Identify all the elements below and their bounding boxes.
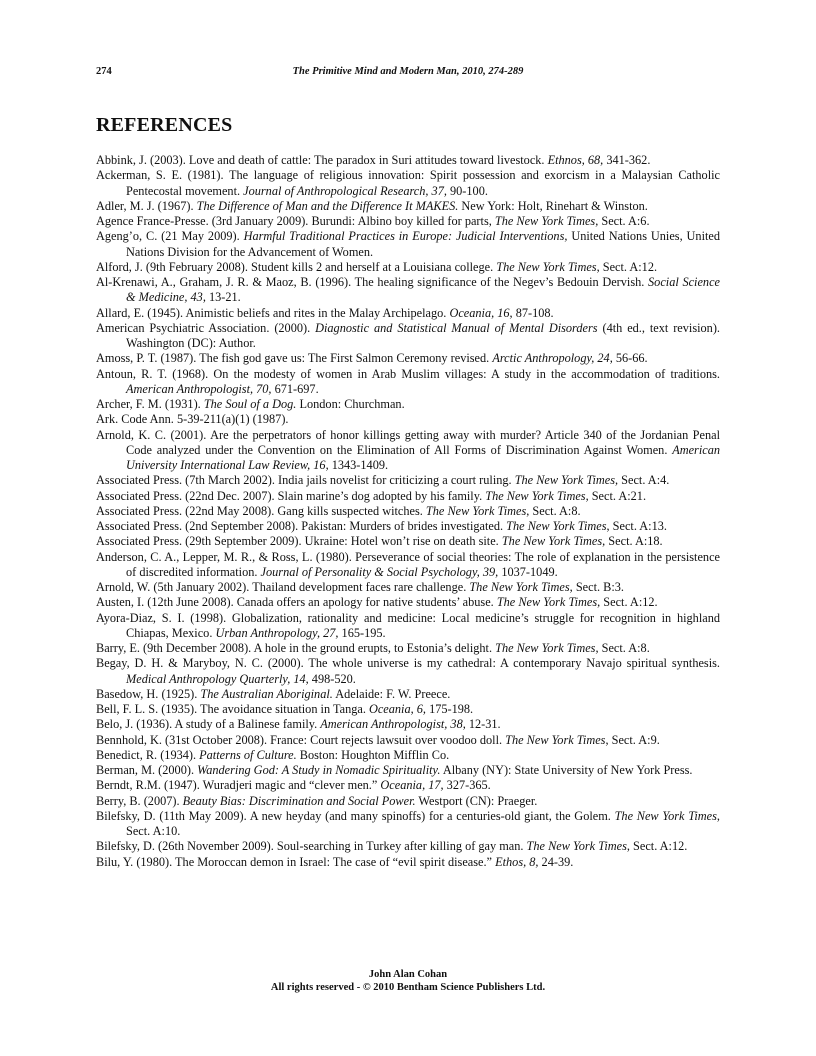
reference-source-title: Harmful Traditional Practices in Europe: Judicial Interventions, — [243, 229, 568, 244]
reference-text: American Psychiatric Association. (2000). — [96, 320, 316, 335]
reference-entry — [96, 321, 720, 352]
reference-source-title: The New York Times, — [469, 580, 573, 594]
reference-source-title: The New York Times — [425, 503, 527, 518]
reference-entry — [96, 550, 720, 581]
reference-text: Albany (NY): State University of New York Press. — [440, 763, 693, 777]
reference-entry — [96, 763, 720, 778]
reference-text: Basedow, H. (1925). — [96, 686, 201, 701]
reference-text: Sect. A:21. — [588, 488, 647, 503]
reference-text: Amoss, P. T. (1987). The fish god gave us: The First Salmon Ceremony revised. — [96, 351, 493, 366]
reference-text: Antoun, R. T. (1968). On the modesty of women in Arab Muslim villages: A study in the accommodation of traditions. — [96, 366, 720, 381]
reference-entry — [96, 580, 720, 595]
reference-text: Bilefsky, D. (26th November 2009). Soul-searching in Turkey after killing of gay man. — [96, 839, 527, 854]
reference-source-title: Oceania, 6, — [368, 702, 426, 716]
reference-source-title: Patterns of Culture. — [199, 747, 297, 762]
reference-text: London: Churchman. — [296, 397, 405, 411]
reference-entry — [96, 855, 720, 870]
reference-text: 87-108. — [512, 305, 554, 320]
reference-text: Sect. A:4. — [618, 473, 670, 488]
reference-text: 498-520. — [308, 671, 356, 686]
reference-source-title: The New York Times, — [501, 534, 606, 549]
reference-text: Belo, J. (1936). A study of a Balinese family. — [96, 717, 321, 732]
reference-text: United Nations Unies, United Nations Division for the Advancement of Women. — [126, 229, 721, 259]
reference-entry — [96, 717, 720, 732]
reference-text: Berman, M. (2000). — [96, 763, 198, 777]
reference-entry — [96, 214, 720, 229]
reference-text: Associated Press. (22nd May 2008). Gang kills suspected witches. — [96, 503, 426, 518]
reference-source-title: The Australian Aboriginal. — [200, 686, 333, 701]
reference-text: Al-Krenawi, A., Graham, J. R. & Maoz, B. (1996). The healing significance of the Negev’s Bedouin Dervish. — [96, 275, 649, 289]
reference-entry — [96, 839, 720, 854]
reference-entry — [96, 794, 720, 809]
footer-author: John Alan Cohan — [368, 969, 448, 980]
reference-text: Abbink, J. (2003). Love and death of cattle: The paradox in Suri attitudes toward livestock. — [96, 153, 548, 167]
reference-text: Arnold, K. C. (2001). Are the perpetrators of honor killings getting away with murder? Article 340 of the Jordanian Penal Code analyzed under the Convention on the Elimination of All Forms of Discrimination Against Women. — [96, 427, 720, 457]
reference-text: Associated Press. (7th March 2002). India jails novelist for criticizing a court ruling. — [96, 473, 515, 488]
reference-text: , Sect. A:12. — [596, 259, 658, 274]
reference-text: Westport (CN): Praeger. — [415, 793, 538, 808]
reference-entry — [96, 397, 720, 412]
reference-text: Boston: Houghton Mifflin Co. — [296, 747, 450, 762]
reference-text: , Sect. A:9. — [605, 732, 660, 747]
reference-text: Benedict, R. (1934). — [96, 747, 200, 762]
reference-entry — [96, 351, 720, 366]
reference-source-title: Arctic Anthropology, 24, — [492, 351, 613, 366]
reference-entry — [96, 260, 720, 275]
reference-entry — [96, 534, 720, 549]
reference-text: Bilefsky, D. (11th May 2009). A new heyday (and many spinoffs) for a centuries-old giant, the Golem. — [96, 808, 615, 823]
reference-text: Sect. B:3. — [572, 580, 624, 594]
reference-text: (4th ed., text revision). Washington (DC): Author. — [126, 320, 721, 350]
reference-entry — [96, 656, 720, 687]
footer-copyright: All rights reserved - © 2010 Bentham Science Publishers Ltd. — [270, 982, 546, 993]
reference-source-title: Beauty Bias: Discrimination and Social Power. — [182, 793, 416, 808]
reference-source-title: Ethos, 8, — [495, 854, 539, 869]
running-header — [96, 66, 720, 82]
reference-source-title: American Anthropologist, 38, — [320, 717, 466, 732]
reference-entry — [96, 489, 720, 504]
reference-text: New York: Holt, Rinehart & Winston. — [458, 198, 648, 213]
page-footer — [96, 968, 720, 994]
reference-source-title: American Anthropologist, 70, — [126, 381, 272, 396]
reference-entry — [96, 306, 720, 321]
reference-text: Allard, E. (1945). Animistic beliefs and rites in the Malay Archipelago. — [96, 305, 450, 320]
section-title: REFERENCES — [96, 114, 233, 136]
reference-entry — [96, 153, 720, 168]
reference-source-title: The Soul of a Dog. — [203, 397, 297, 411]
reference-entry — [96, 168, 720, 199]
reference-entry — [96, 199, 720, 214]
reference-text: Ayora-Diaz, S. I. (1998). Globalization, rationality and medicine: Local medicine’s struggle for recognition in highland Chiapas, Mexico. — [96, 610, 720, 640]
reference-text: Bilu, Y. (1980). The Moroccan demon in Israel: The case of “evil spirit disease.” — [96, 854, 496, 869]
reference-text: Anderson, C. A., Lepper, M. R., & Ross, L. (1980). Perseverance of social theories: The role of explanation in the persistence of discredited information. — [96, 549, 720, 579]
reference-text: 56-66. — [612, 351, 648, 366]
reference-text: Sect. A:8. — [598, 641, 650, 655]
page-number: 274 — [96, 66, 112, 77]
reference-text: 327-365. — [443, 778, 491, 793]
reference-entry — [96, 519, 720, 534]
reference-source-title: The New York Times, — [514, 473, 619, 488]
reference-list — [96, 153, 720, 870]
reference-source-title: Urban Anthropology, 27, — [215, 625, 339, 640]
reference-source-title: The New York Times — [506, 519, 607, 533]
reference-source-title: Oceania, 17, — [380, 778, 444, 793]
reference-text: Alford, J. (9th February 2008). Student kills 2 and herself at a Louisiana college. — [96, 259, 497, 274]
reference-source-title: Social Science & Medicine, 43, — [126, 275, 720, 305]
reference-text: 165-195. — [338, 625, 386, 640]
reference-source-title: The New York Times, — [495, 641, 599, 655]
reference-entry — [96, 412, 720, 427]
reference-text: Adler, M. J. (1967). — [96, 198, 197, 213]
reference-text: Archer, F. M. (1931). — [96, 397, 204, 411]
reference-entry — [96, 275, 720, 306]
reference-entry — [96, 595, 720, 610]
reference-text: 341-362. — [603, 153, 651, 167]
reference-text: Associated Press. (22nd Dec. 2007). Slain marine’s dog adopted by his family. — [96, 488, 486, 503]
reference-text: Sect. A:18. — [605, 534, 663, 549]
reference-text: 24-39. — [538, 854, 574, 869]
reference-source-title: The New York Times, — [494, 214, 599, 228]
reference-entry — [96, 687, 720, 702]
reference-entry — [96, 809, 720, 840]
reference-text: Barry, E. (9th December 2008). A hole in the ground erupts, to Estonia’s delight. — [96, 641, 496, 655]
reference-entry — [96, 733, 720, 748]
reference-text: Ark. Code Ann. 5-39-211(a)(1) (1987). — [96, 412, 289, 427]
reference-text: Bell, F. L. S. (1935). The avoidance situation in Tanga. — [96, 702, 369, 716]
journal-citation: The Primitive Mind and Modern Man, 2010, 274-289 — [292, 66, 524, 77]
reference-text: 671-697. — [271, 381, 319, 396]
reference-text: Ackerman, S. E. (1981). The language of religious innovation: Spirit possession and exorcism in a Malaysian Catholic Pentecostal movement. — [96, 168, 720, 198]
reference-entry — [96, 229, 720, 260]
reference-source-title: Medical Anthropology Quarterly, 14, — [126, 671, 309, 686]
reference-entry — [96, 473, 720, 488]
reference-text: , Sect. A:13. — [606, 519, 667, 533]
reference-text: 12-31. — [465, 717, 501, 732]
reference-source-title: The New York Times, — [496, 595, 601, 610]
reference-source-title: Journal of Anthropological Research, 37, — [243, 183, 447, 198]
reference-text: Sect. A:6. — [598, 214, 650, 228]
reference-entry — [96, 702, 720, 717]
reference-source-title: The Difference of Man and the Difference It MAKES. — [196, 198, 459, 213]
reference-entry — [96, 367, 720, 398]
reference-text: 13-21. — [205, 290, 241, 305]
reference-source-title: Diagnostic and Statistical Manual of Mental Disorders — [315, 320, 598, 335]
reference-text: Agence France-Presse. (3rd January 2009). Burundi: Albino boy killed for parts, — [96, 214, 495, 228]
reference-text: 90-100. — [446, 183, 488, 198]
reference-entry — [96, 748, 720, 763]
reference-text: 1343-1409. — [328, 458, 389, 472]
reference-source-title: American University International Law Review, 16, — [126, 442, 720, 472]
reference-text: , Sect. A:8. — [526, 503, 581, 518]
reference-text: Ageng’o, C. (21 May 2009). — [96, 229, 244, 244]
reference-source-title: Ethnos, 68, — [547, 153, 604, 167]
reference-entry — [96, 428, 720, 474]
reference-text: Berndt, R.M. (1947). Wuradjeri magic and “clever men.” — [96, 778, 381, 793]
reference-text: Associated Press. (2nd September 2008). Pakistan: Murders of brides investigated. — [96, 519, 507, 533]
reference-entry — [96, 504, 720, 519]
reference-source-title: Wandering God: A Study in Nomadic Spirituality. — [197, 763, 441, 777]
reference-source-title: The New York Times — [505, 732, 606, 747]
reference-text: Begay, D. H. & Maryboy, N. C. (2000). The whole universe is my cathedral: A contemporary Navajo spiritual synthesis. — [96, 656, 720, 671]
reference-entry — [96, 611, 720, 642]
reference-text: Associated Press. (29th September 2009). Ukraine: Hotel won’t rise on death site. — [96, 534, 502, 549]
reference-source-title: The New York Times — [614, 808, 717, 823]
reference-text: Adelaide: F. W. Preece. — [332, 686, 451, 701]
reference-text: Bennhold, K. (31st October 2008). France: Court rejects lawsuit over voodoo doll. — [96, 732, 506, 747]
reference-text: Austen, I. (12th June 2008). Canada offers an apology for native students’ abuse. — [96, 595, 497, 610]
reference-entry — [96, 778, 720, 793]
reference-text: 175-198. — [426, 702, 474, 716]
reference-source-title: Journal of Personality & Social Psychology, 39, — [260, 564, 499, 579]
reference-text: , Sect. A:12. — [626, 839, 688, 854]
reference-entry — [96, 641, 720, 656]
reference-text: , Sect. A:10. — [126, 808, 720, 838]
reference-source-title: Oceania, 16, — [449, 305, 513, 320]
reference-text: Sect. A:12. — [600, 595, 658, 610]
reference-text: Arnold, W. (5th January 2002). Thailand development faces rare challenge. — [96, 580, 470, 594]
reference-text: Berry, B. (2007). — [96, 793, 183, 808]
reference-source-title: The New York Times, — [485, 488, 589, 503]
reference-source-title: The New York Times — [496, 259, 597, 274]
reference-text: 1037-1049. — [498, 564, 558, 579]
reference-source-title: The New York Times — [526, 839, 627, 854]
